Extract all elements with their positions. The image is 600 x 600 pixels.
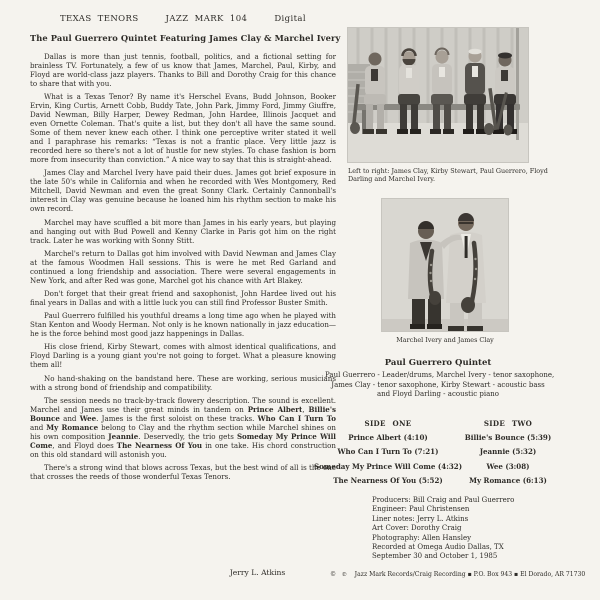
liner-paragraph: [30, 289, 336, 307]
duo-photo: [382, 199, 508, 331]
track-item: My Romance (6:13): [469, 475, 547, 485]
liner-signature: Jerry L. Atkins: [229, 568, 286, 577]
track-title-emphasis: Someday My Prince Will Come: [30, 431, 336, 450]
personnel-heading: Paul Guerrero Quintet: [384, 358, 492, 368]
duo-photo-caption: Marchel Ivery and James Clay: [396, 336, 494, 344]
track-title-emphasis: Billie's Bounce: [30, 404, 336, 423]
personnel-line: Paul Guerrero - Leader/drums, Marchel Ivery - tenor saxophone,: [325, 371, 555, 379]
label-address-text: Jazz Mark Records/Craig Recording ▪ P.O. Box 943 ▪ El Dorado, AR 71730: [354, 571, 586, 578]
liner-paragraph: [30, 342, 336, 369]
copyright-phonogram-symbols: © ℗: [330, 571, 349, 578]
liner-text: The session needs no track-by-track flowery description. The sound is excellent. Marchel and James use their great minds in tandem on: [30, 395, 336, 414]
side-one-heading: SIDE ONE: [364, 419, 412, 428]
track-item: Prince Albert (4:10): [348, 433, 428, 443]
track-item: The Nearness Of You (5:52): [333, 475, 443, 485]
liner-text: and: [59, 413, 80, 423]
liner-text: and: [30, 422, 47, 432]
liner-paragraph: [30, 168, 336, 213]
right-column: [313, 0, 580, 600]
track-title-emphasis: Prince Albert: [247, 404, 303, 414]
format-label: Digital: [274, 14, 307, 24]
liner-notes-column: [30, 14, 341, 485]
track-title-emphasis: My Romance: [46, 422, 99, 432]
personnel-lines: [325, 371, 555, 400]
quintet-photo-illustration: [348, 28, 528, 162]
album-title: The Paul Guerrero Quintet Featuring James Clay & Marchel Ivery: [30, 33, 341, 43]
credit-line: Engineer: Paul Christensen: [372, 505, 470, 514]
liner-text: ,: [302, 404, 309, 414]
liner-text: His close friend, Kirby Stewart, comes with almost identical qualifications, and Floyd Darling is a young giant you're not going to forget. What a pleasure knowing them all!: [30, 342, 336, 370]
track-title-emphasis: Jeannie: [108, 431, 139, 441]
credits-block: [372, 496, 514, 562]
liner-paragraph: [30, 311, 336, 338]
liner-text: Dallas is more than just tennis, football, politics, and a fictional setting for brainless TV. Fortunately, a few of us know that James, Marchel, Paul, Kirby, and Floyd are world-class jazz players. Thanks to Bill and Dorothy Craig for this chance to share that with you.: [30, 52, 336, 88]
label-name: TEXAS TENORS: [59, 14, 139, 24]
liner-text: Marchel may have scuffled a bit more than James in his early years, but playing and hanging out with Bud Powell and Kenny Clarke in Paris got him on the right track. Later he was working with Sonny Stitt.: [30, 217, 336, 245]
liner-paragraph: [30, 52, 336, 88]
liner-paragraph: [30, 249, 336, 285]
track-item: Billie's Bounce (5:39): [464, 433, 552, 443]
quintet-photo: [348, 28, 528, 162]
liner-text: . James is the first soloist on these tracks.: [96, 413, 258, 423]
credit-line: Art Cover: Dorothy Craig: [372, 524, 462, 533]
credit-line: Liner notes: Jerry L. Atkins: [372, 514, 469, 523]
duo-photo-illustration: [382, 199, 508, 331]
credit-line: Producers: Bill Craig and Paul Guerrero: [372, 496, 515, 504]
track-item: Who Can I Turn To (7:21): [337, 447, 439, 457]
liner-paragraph: [30, 374, 336, 392]
track-item: Wee (3:08): [486, 461, 530, 471]
liner-text: Marchel's return to Dallas got him involved with David Newman and James Clay at the famous Woodmen Hall sessions. This is were he met Red Garland and continued a long friendship and association. There were several engagements in New York, and after Red was gone, Marchel got his chance with Art Blakey.: [30, 248, 336, 285]
liner-text: in one take. His chord construction on this old standard will astonish you.: [30, 440, 336, 459]
liner-text: What is a Texas Tenor? By name it's Herschel Evans, Budd Johnson, Booker Ervin, King Curtis, Arnett Cobb, Buddy Tate, John Park, Jimmy Ford, Jimmy Giuffre, David Newman, Billy Harper, Dewey Redman, John Hardee, Illinois Jacquet and even Ornette Coleman. That's quite a list, but they don't all have the same sound. Some of them never knew each other. I think one perceptive writer stated it well and I paraphrase his remarks: “Texas is not a frantic place. Very little jazz is recorded here so there's not a lot of hustle for new styles. To chase fashion is born more from insecurity than conviction.” A nice way to say that this is straight-ahead.: [30, 92, 336, 165]
track-item: Jeannie (5:32): [479, 447, 537, 457]
side-two-heading: SIDE TWO: [483, 419, 533, 428]
liner-text: , and Floyd does: [52, 440, 117, 450]
quintet-photo-caption: Left to right: James Clay, Kirby Stewart, Paul Guerrero, Floyd Darling and Marchel Ivery.: [348, 167, 548, 184]
liner-text: belong to Clay and the rhythm section while Marchel shines on his own composition: [30, 422, 336, 441]
track-item: Someday My Prince Will Come (4:32): [313, 461, 463, 471]
catalog-number: JAZZ MARK 104: [165, 14, 248, 24]
personnel-line: James Clay - tenor saxophone, Kirby Stewart - acoustic bass: [331, 380, 545, 389]
credit-line: September 30 and October 1, 1985: [372, 552, 498, 561]
liner-paragraph: [30, 92, 336, 164]
label-address-line: [330, 571, 592, 578]
liner-paragraph: [30, 218, 336, 245]
liner-text: There's a strong wind that blows across Texas, but the best wind of all is the one that crosses the reeds of those wonderful Texas Tenors.: [30, 462, 336, 481]
track-title-emphasis: Wee: [79, 413, 97, 423]
credit-line: Recorded at Omega Audio Dallas, TX: [372, 543, 504, 552]
track-title-emphasis: Who Can I Turn To: [257, 413, 336, 423]
credit-line: Photography: Allen Hansley: [372, 533, 472, 542]
liner-text: . Deservedly, the trio gets: [138, 431, 237, 441]
track-title-emphasis: The Nearness Of You: [116, 440, 203, 450]
liner-text: James Clay and Marchel Ivery have paid their dues. James got brief exposure in the late 50's while in California and when he recorded with Wes Montgomery, Red Mitchell, David Newman and even the great Sonny Clark. Certainly Cannonball's interest in Clay was genuine because he loaned him his rhythm section to make his own record.: [30, 168, 336, 214]
liner-text: No hand-shaking on the bandstand here. These are working, serious musicians with a strong bond of friendship and compatibility.: [30, 373, 336, 392]
personnel-line: and Floyd Darling - acoustic piano: [377, 390, 499, 398]
liner-text: Paul Guerrero fulfilled his youthful dreams a long time ago when he played with Stan Kenton and Woody Herman. Not only is he known nationally in jazz education—he is the force behind most good jazz happenings in Dallas.: [30, 311, 336, 339]
liner-text: Don't forget that their great friend and saxophonist, John Hardee lived out his final years in Dallas and with a little luck you can still find Professor Buster Smith.: [30, 288, 336, 307]
masthead: [30, 14, 336, 24]
side-two: [428, 417, 588, 488]
side-two-tracks: [428, 431, 588, 488]
